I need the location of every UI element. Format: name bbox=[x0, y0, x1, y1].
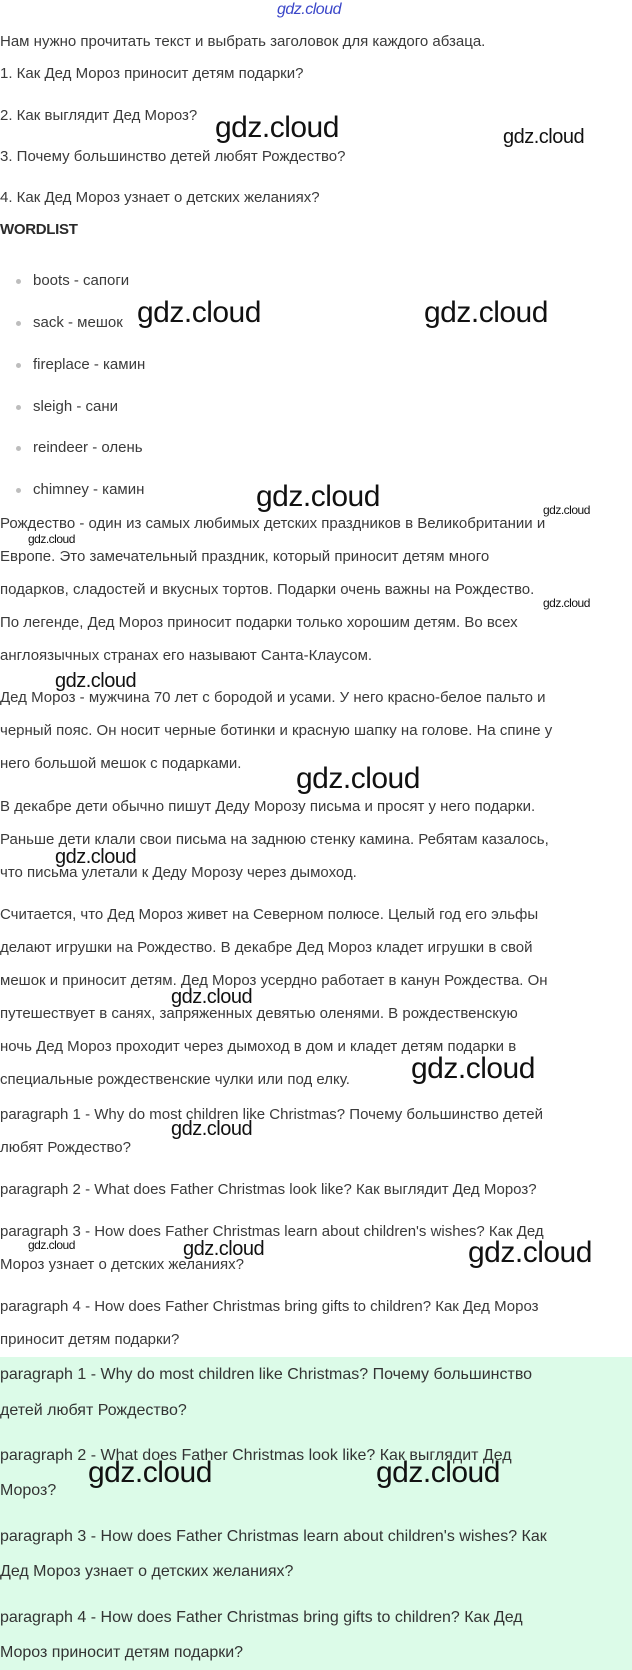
watermark: gdz.cloud bbox=[503, 126, 585, 148]
answer-box bbox=[0, 1357, 632, 1670]
watermark: gdz.cloud bbox=[543, 596, 590, 610]
question-2: 2. Как выглядит Дед Мороз? bbox=[0, 107, 198, 124]
text-line: Считается, что Дед Мороз живет на Северном полюсе. Целый год его эльфы bbox=[0, 906, 539, 923]
bullet-icon bbox=[16, 446, 21, 451]
text-line: черный пояс. Он носит черные ботинки и красную шапку на голове. На спине у bbox=[0, 722, 553, 739]
text-line: англоязычных странах его называют Санта-Клаусом. bbox=[0, 647, 373, 664]
bullet-icon bbox=[16, 321, 21, 326]
question-4: 4. Как Дед Мороз узнает о детских желаниях? bbox=[0, 189, 320, 206]
instruction-text: Нам нужно прочитать текст и выбрать заголовок для каждого абзаца. bbox=[0, 33, 486, 50]
summary-line: paragraph 1 - Why do most children like Christmas? Почему большинство детей bbox=[0, 1106, 543, 1123]
summary-line: Мороз узнает о детских желаниях? bbox=[0, 1256, 244, 1273]
answer-line: paragraph 3 - How does Father Christmas learn about children's wishes? Как bbox=[0, 1528, 547, 1545]
text-line: Раньше дети клали свои письма на заднюю стенку камина. Ребятам казалось, bbox=[0, 831, 549, 848]
watermark: gdz.cloud bbox=[543, 503, 590, 517]
wordlist-item: reindeer - олень bbox=[16, 438, 143, 458]
text-line: него большой мешок с подарками. bbox=[0, 755, 242, 772]
wordlist-item: sack - мешок bbox=[16, 313, 123, 333]
watermark: gdz.cloud bbox=[183, 1238, 265, 1260]
answer-line: Дед Мороз узнает о детских желаниях? bbox=[0, 1563, 294, 1580]
bullet-icon bbox=[16, 279, 21, 284]
text-line: мешок и приносит детям. Дед Мороз усердно работает в канун Рождества. Он bbox=[0, 972, 548, 989]
text-line: В декабре дети обычно пишут Деду Морозу письма и просят у него подарки. bbox=[0, 798, 536, 815]
answer-line: Мороз? bbox=[0, 1482, 57, 1499]
watermark: gdz.cloud bbox=[468, 1236, 592, 1269]
wordlist-item: sleigh - сани bbox=[16, 397, 118, 417]
answer-line: paragraph 2 - What does Father Christmas look like? Как выглядит Дед bbox=[0, 1447, 512, 1464]
wordlist-item: boots - сапоги bbox=[16, 271, 129, 291]
watermark: gdz.cloud bbox=[28, 1238, 75, 1252]
text-line: подарков, сладостей и вкусных тортов. Подарки очень важны на Рождество. bbox=[0, 581, 535, 598]
watermark: gdz.cloud bbox=[424, 296, 548, 329]
watermark: gdz.cloud bbox=[55, 670, 137, 692]
text-line: ночь Дед Мороз проходит через дымоход в дом и кладет детям подарки в bbox=[0, 1038, 517, 1055]
text-line: По легенде, Дед Мороз приносит подарки только хорошим детям. Во всех bbox=[0, 614, 518, 631]
text-line: что письма улетали к Деду Морозу через дымоход. bbox=[0, 864, 357, 881]
text-line: путешествует в санях, запряженных девятью оленями. В рождественскую bbox=[0, 1005, 518, 1022]
summary-line: любят Рождество? bbox=[0, 1139, 131, 1156]
watermark: gdz.cloud bbox=[137, 296, 261, 329]
watermark: gdz.cloud bbox=[28, 532, 75, 546]
watermark: gdz.cloud bbox=[411, 1052, 535, 1085]
watermark: gdz.cloud bbox=[171, 986, 253, 1008]
bullet-icon bbox=[16, 405, 21, 410]
answer-line: paragraph 1 - Why do most children like Christmas? Почему большинство bbox=[0, 1366, 533, 1383]
wordlist-item: chimney - камин bbox=[16, 480, 144, 500]
wordlist-item: fireplace - камин bbox=[16, 355, 145, 375]
watermark: gdz.cloud bbox=[171, 1118, 253, 1140]
bullet-icon bbox=[16, 488, 21, 493]
bullet-icon bbox=[16, 363, 21, 368]
summary-line: paragraph 2 - What does Father Christmas look like? Как выглядит Дед Мороз? bbox=[0, 1181, 537, 1198]
question-1: 1. Как Дед Мороз приносит детям подарки? bbox=[0, 65, 304, 82]
answer-line: Мороз приносит детям подарки? bbox=[0, 1644, 244, 1661]
text-line: Рождество - один из самых любимых детских праздников в Великобритании и bbox=[0, 515, 546, 532]
watermark: gdz.cloud bbox=[88, 1456, 212, 1489]
wordlist-heading: WORDLIST bbox=[0, 221, 78, 238]
text-line: делают игрушки на Рождество. В декабре Дед Мороз кладет игрушки в свой bbox=[0, 939, 533, 956]
text-line: специальные рождественские чулки или под елку. bbox=[0, 1071, 350, 1088]
watermark: gdz.cloud bbox=[296, 762, 420, 795]
text-line: Европе. Это замечательный праздник, который приносит детям много bbox=[0, 548, 490, 565]
summary-line: paragraph 3 - How does Father Christmas learn about children's wishes? Как Дед bbox=[0, 1223, 544, 1240]
question-3: 3. Почему большинство детей любят Рождество? bbox=[0, 148, 346, 165]
answer-line: детей любят Рождество? bbox=[0, 1402, 187, 1419]
watermark: gdz.cloud bbox=[376, 1456, 500, 1489]
text-line: Дед Мороз - мужчина 70 лет с бородой и усами. У него красно-белое пальто и bbox=[0, 689, 546, 706]
watermark: gdz.cloud bbox=[256, 480, 380, 513]
summary-line: paragraph 4 - How does Father Christmas bring gifts to children? Как Дед Мороз bbox=[0, 1298, 539, 1315]
watermark: gdz.cloud bbox=[55, 846, 137, 868]
watermark: gdz.cloud bbox=[277, 1, 341, 18]
watermark: gdz.cloud bbox=[215, 111, 339, 144]
answer-line: paragraph 4 - How does Father Christmas bring gifts to children? Как Дед bbox=[0, 1609, 523, 1626]
summary-line: приносит детям подарки? bbox=[0, 1331, 180, 1348]
